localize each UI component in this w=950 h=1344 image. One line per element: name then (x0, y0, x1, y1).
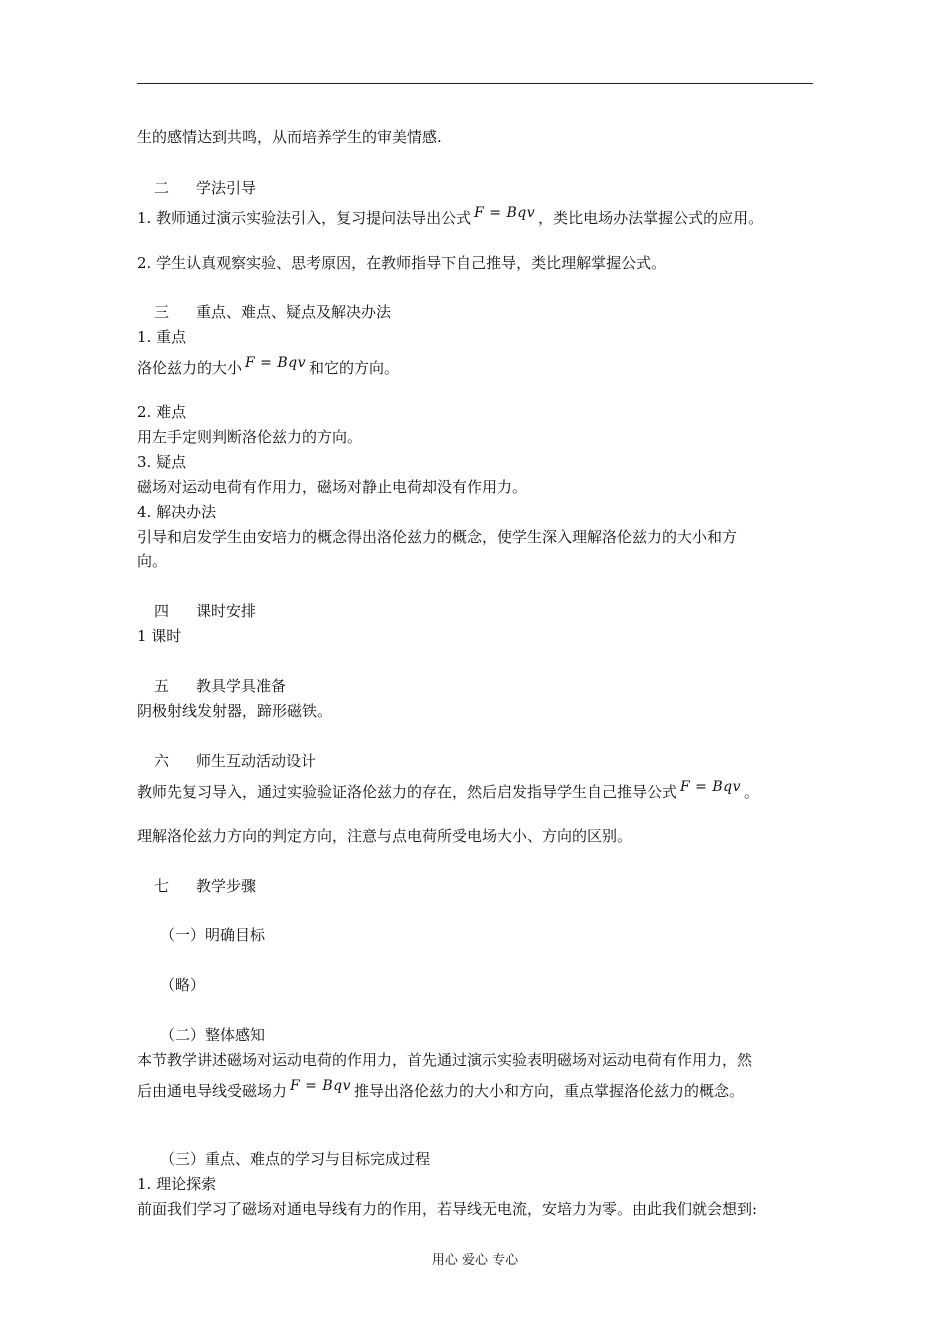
text-line: 3. 疑点 (137, 453, 187, 471)
text-line: 引导和启发学生由安培力的概念得出洛伦兹力的概念，使学生深入理解洛伦兹力的大小和方 (137, 528, 738, 546)
text-line: 向。 (137, 552, 168, 570)
formula: F = Bqv (474, 205, 536, 221)
header-rule (137, 83, 813, 84)
text-line: 后由通电导线受磁场力 F = Bqv 推导出洛伦兹力的大小和方向，重点掌握洛伦兹力的概念。 (137, 1078, 745, 1100)
subsection-heading: （二）整体感知 (160, 1026, 266, 1044)
section-heading-6: 六 师生互动活动设计 (154, 752, 317, 770)
section-heading-2: 二 学法引导 (154, 179, 257, 197)
formula: F = Bqv (290, 1078, 352, 1094)
text-line: 前面我们学习了磁场对通电导线有力的作用，若导线无电流，安培力为零。由此我们就会想到: (137, 1200, 758, 1218)
page-footer: 用心 爱心 专心 (431, 1253, 519, 1268)
text-line: 1. 重点 (137, 328, 187, 346)
text-line: 阴极射线发射器，蹄形磁铁。 (137, 702, 333, 720)
text-line: 磁场对运动电荷有作用力，磁场对静止电荷却没有作用力。 (137, 478, 528, 496)
text-line: 本节教学讲述磁场对运动电荷的作用力，首先通过演示实验表明磁场对运动电荷有作用力，然 (137, 1051, 753, 1069)
subsection-heading: （三）重点、难点的学习与目标完成过程 (160, 1150, 431, 1168)
text-line: 1. 教师通过演示实验法引入，复习提问法导出公式 F = Bqv ，类比电场办法掌握公式的应用。 (137, 205, 764, 227)
text-line: 教师先复习导入，通过实验验证洛伦兹力的存在，然后启发指导学生自己推导公式 F = Bqv 。 (137, 779, 760, 801)
section-heading-3: 三 重点、难点、疑点及解决办法 (154, 303, 392, 321)
text-line: 理解洛伦兹力方向的判定方向，注意与点电荷所受电场大小、方向的区别。 (137, 827, 633, 845)
section-heading-7: 七 教学步骤 (154, 877, 257, 895)
text-line: 4. 解决办法 (137, 503, 217, 521)
text-line: （略） (160, 976, 206, 994)
text-line: 1 课时 (137, 627, 182, 645)
text-line: 2. 难点 (137, 403, 187, 421)
formula: F = Bqv (245, 355, 307, 371)
section-heading-4: 四 课时安排 (154, 602, 257, 620)
section-heading-5: 五 教具学具准备 (154, 677, 287, 695)
text-line: 1. 理论探索 (137, 1175, 217, 1193)
text-line: 用左手定则判断洛伦兹力的方向。 (137, 428, 363, 446)
formula: F = Bqv (680, 779, 742, 795)
text-line: 2. 学生认真观察实验、思考原因，在教师指导下自己推导，类比理解掌握公式。 (137, 254, 667, 272)
text-line: 生的感情达到共鸣，从而培养学生的审美情感. (137, 128, 442, 146)
subsection-heading: （一）明确目标 (160, 926, 266, 944)
text-line: 洛伦兹力的大小 F = Bqv 和它的方向。 (137, 355, 400, 377)
